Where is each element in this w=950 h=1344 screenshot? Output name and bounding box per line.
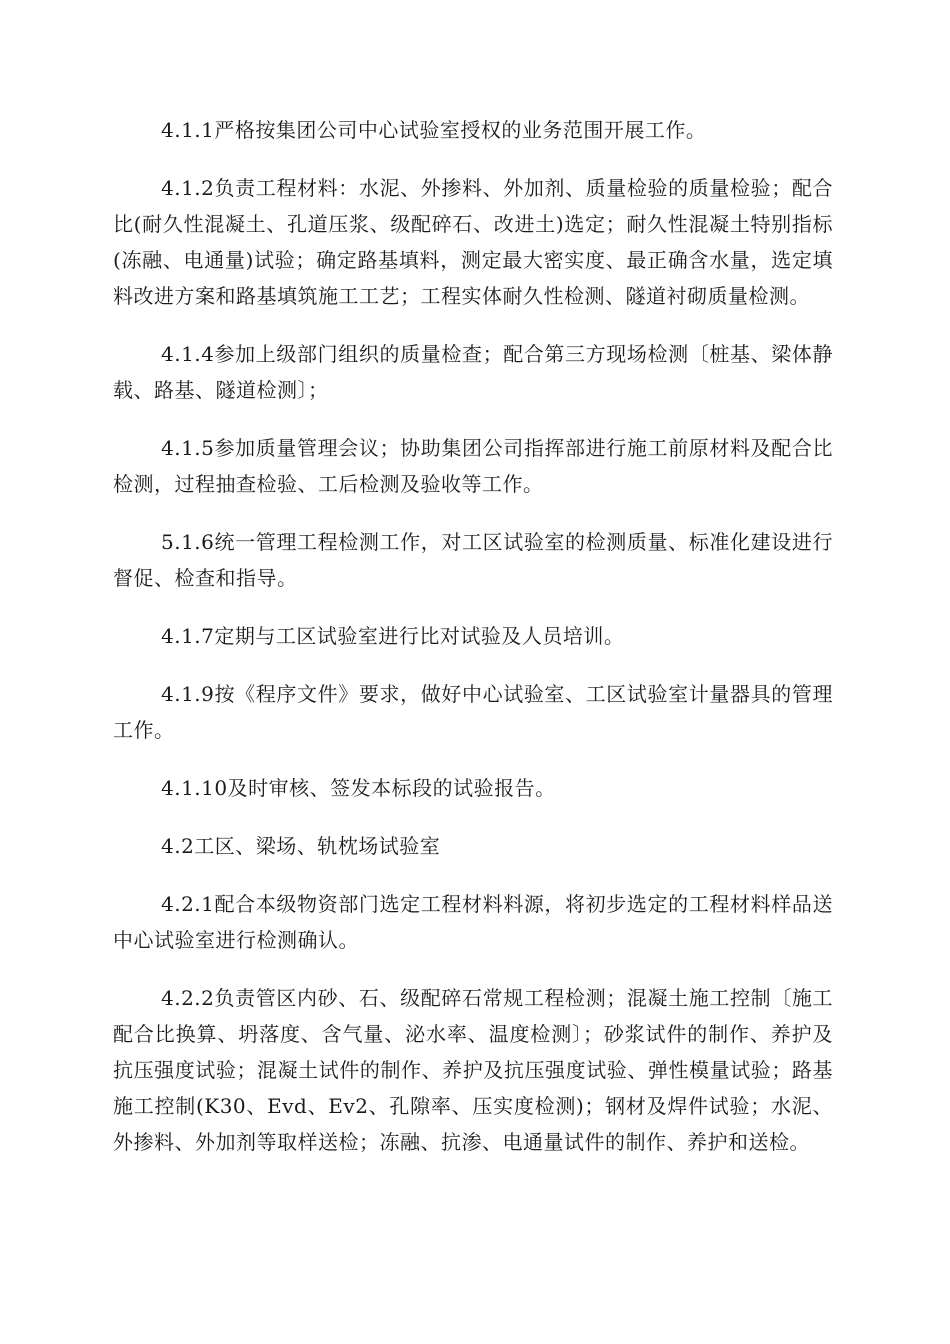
section-heading-4-2: 4.2工区、梁场、轨枕场试验室 (161, 834, 441, 858)
paragraph-4-1-4: 4.1.4参加上级部门组织的质量检查；配合第三方现场检测〔桩基、梁体静载、路基、隧道检测〕； (113, 342, 833, 402)
paragraph-4-1-10: 4.1.10及时审核、签发本标段的试验报告。 (161, 776, 556, 800)
paragraph-4-2-2: 4.2.2负责管区内砂、石、级配碎石常规工程检测；混凝土施工控制〔施工配合比换算、坍落度、含气量、泌水率、温度检测〕；砂浆试件的制作、养护及抗压强度试验；混凝土试件的制作、养护及抗压强度试验、弹性模量试验；路基施工控制(K30、Evd、Ev2、孔隙率、压实度检测)；钢材及焊件试验；水泥、外掺料、外加剂等取样送检；冻融、抗渗、电通量试件的制作、养护和送检。 (113, 986, 833, 1154)
paragraph-4-1-5: 4.1.5参加质量管理会议；协助集团公司指挥部进行施工前原材料及配合比检测，过程抽查检验、工后检测及验收等工作。 (113, 436, 833, 496)
paragraph-4-1-9: 4.1.9按《程序文件》要求，做好中心试验室、工区试验室计量器具的管理工作。 (113, 682, 833, 742)
paragraph-4-1-2: 4.1.2负责工程材料：水泥、外掺料、外加剂、质量检验的质量检验；配合比(耐久性混凝土、孔道压浆、级配碎石、改进土)选定；耐久性混凝土特别指标(冻融、电通量)试验；确定路基填料，测定最大密实度、最正确含水量，选定填料改进方案和路基填筑施工工艺；工程实体耐久性检测、隧道衬砌质量检测。 (113, 176, 833, 308)
paragraph-5-1-6: 5.1.6统一管理工程检测工作，对工区试验室的检测质量、标准化建设进行督促、检查和指导。 (113, 530, 833, 590)
document-body (113, 112, 833, 1182)
paragraph-4-1-7: 4.1.7定期与工区试验室进行比对试验及人员培训。 (161, 624, 625, 648)
paragraph-4-1-1: 4.1.1严格按集团公司中心试验室授权的业务范围开展工作。 (161, 118, 707, 142)
paragraph-4-2-1: 4.2.1配合本级物资部门选定工程材料料源，将初步选定的工程材料样品送中心试验室进行检测确认。 (113, 892, 833, 952)
